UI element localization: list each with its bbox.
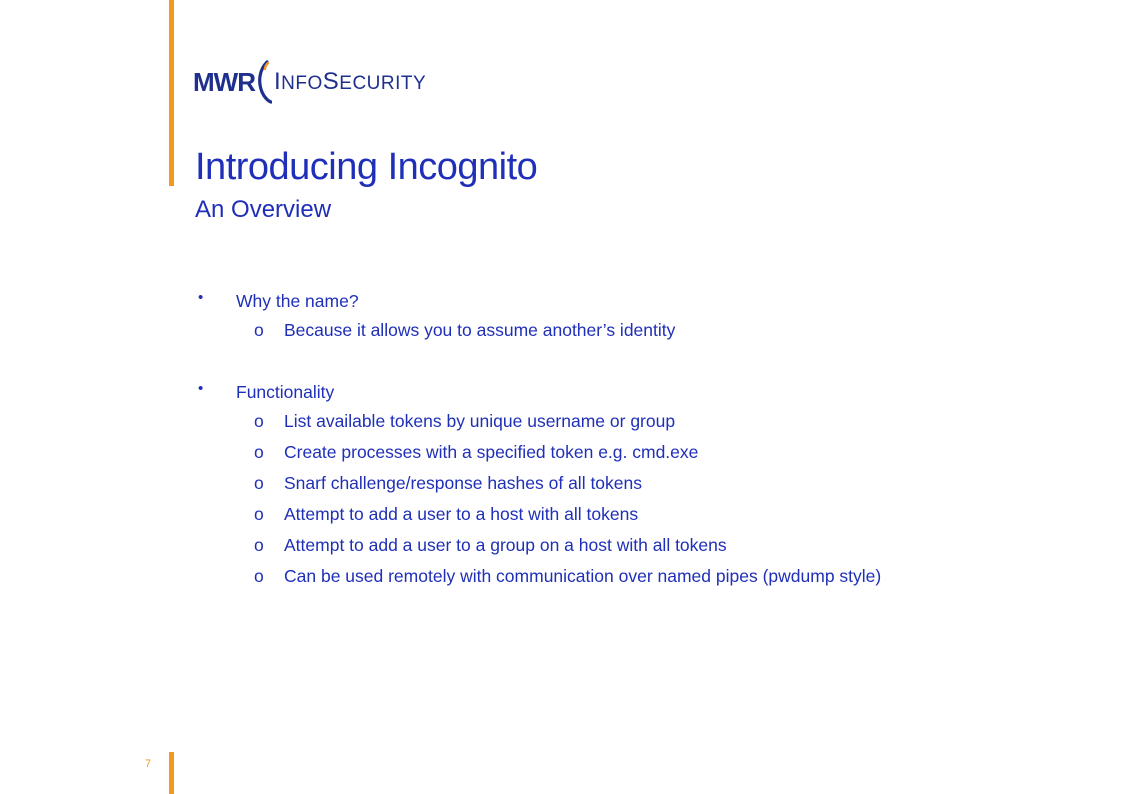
- company-logo: [193, 58, 426, 106]
- sub-bullet-text: Can be used remotely with communication over named pipes (pwdump style): [284, 566, 882, 586]
- logo-infosecurity-text: INFOSECURITY: [273, 68, 427, 95]
- sub-bullet-marker: o: [254, 504, 264, 524]
- sub-bullet-item: [195, 530, 1075, 561]
- sub-bullet-item: [195, 315, 1075, 346]
- accent-bar-bottom: [169, 752, 174, 794]
- sub-bullet-marker: o: [254, 411, 264, 431]
- bullet-text: Functionality: [236, 382, 335, 402]
- slide-title: Introducing Incognito: [195, 146, 538, 188]
- bullet-marker: •: [198, 380, 204, 397]
- spacer: [195, 346, 1075, 379]
- sub-bullet-item: [195, 499, 1075, 530]
- sub-bullet-text: Attempt to add a user to a host with all tokens: [284, 504, 639, 524]
- sub-bullet-text: Create processes with a specified token e.g. cmd.exe: [284, 442, 699, 462]
- accent-bar-top: [169, 0, 174, 186]
- sub-bullet-text: Because it allows you to assume another’s identity: [284, 320, 676, 340]
- sub-bullet-marker: o: [254, 473, 264, 493]
- page-number: 7: [145, 758, 152, 770]
- sub-bullet-marker: o: [254, 535, 264, 555]
- sub-bullet-marker: o: [254, 442, 264, 462]
- sub-bullet-marker: o: [254, 320, 264, 340]
- bullet-marker: •: [198, 289, 204, 306]
- logo-swoosh-icon: [256, 60, 272, 104]
- sub-bullet-text: List available tokens by unique username or group: [284, 411, 676, 431]
- slide-content: [195, 288, 1075, 592]
- slide-subtitle: An Overview: [195, 196, 332, 223]
- sub-bullet-text: Snarf challenge/response hashes of all tokens: [284, 473, 643, 493]
- sub-bullet-item: [195, 406, 1075, 437]
- bullet-item: [195, 288, 1075, 315]
- sub-bullet-text: Attempt to add a user to a group on a host with all tokens: [284, 535, 727, 555]
- bullet-item: [195, 379, 1075, 406]
- sub-bullet-marker: o: [254, 566, 264, 586]
- sub-bullet-item: [195, 561, 1075, 592]
- sub-bullet-item: [195, 437, 1075, 468]
- bullet-text: Why the name?: [236, 291, 359, 311]
- logo-mwr-text: MWR: [193, 66, 255, 97]
- sub-bullet-item: [195, 468, 1075, 499]
